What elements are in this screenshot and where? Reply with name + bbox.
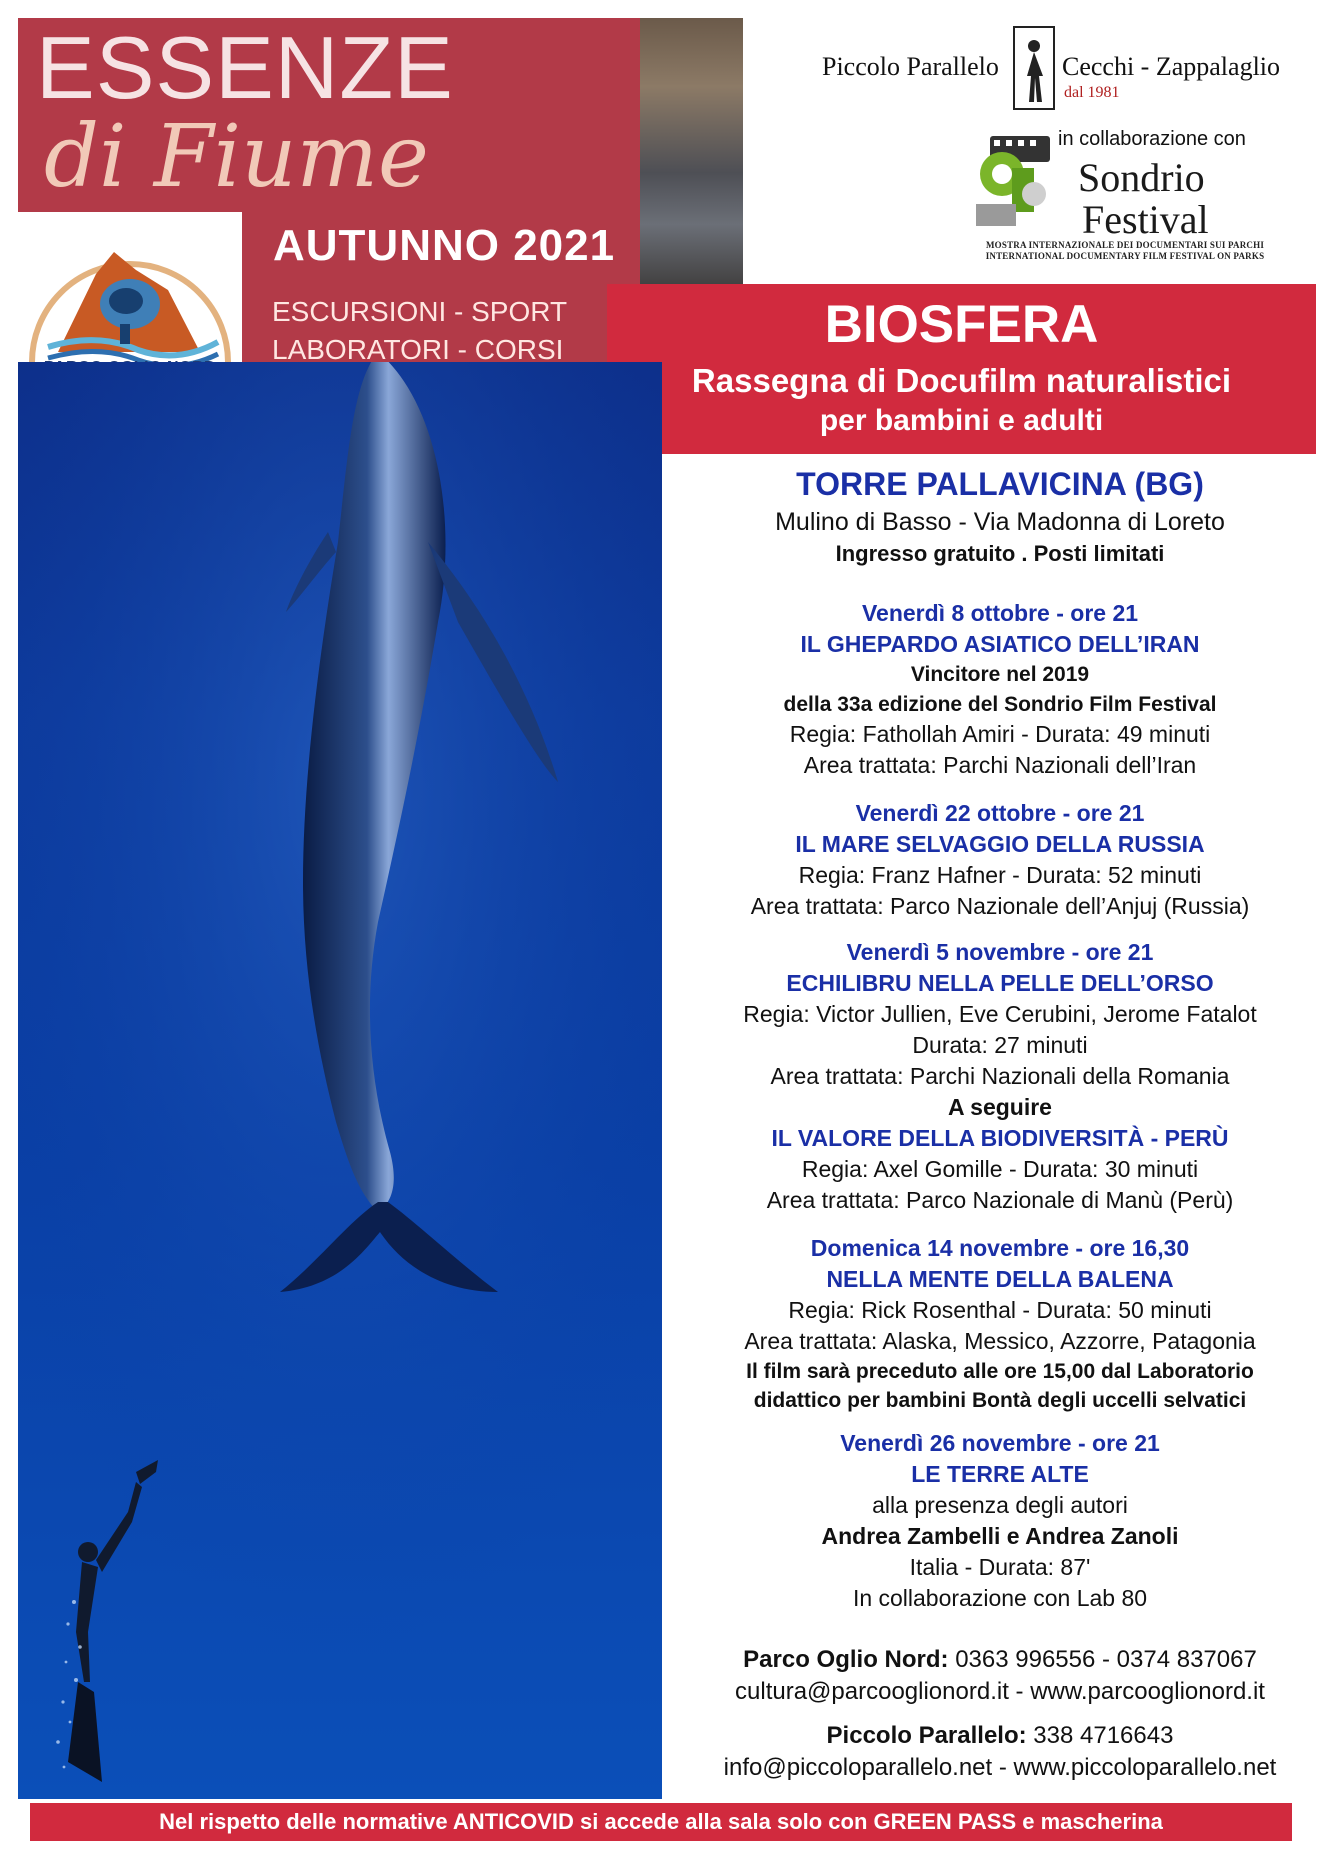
piccolo-parallelo-name: Piccolo Parallelo xyxy=(822,52,999,81)
contact-park-web[interactable]: cultura@parcooglionord.it - www.parcooglionord.it xyxy=(735,1678,1265,1705)
venue-name: TORRE PALLAVICINA (BG) xyxy=(796,466,1204,502)
sondrio-festival-logo xyxy=(972,134,1052,230)
event-5-collab: In collaborazione con Lab 80 xyxy=(852,1585,1148,1611)
event-4-area: Area trattata: Alaska, Messico, Azzorre, Patagonia xyxy=(744,1328,1256,1354)
event-1-area: Area trattata: Parchi Nazionali dell’Iran xyxy=(803,752,1197,778)
event-5-presence: alla presenza degli autori xyxy=(872,1492,1128,1518)
sondrio-festival-name-2: Festival xyxy=(1082,197,1209,242)
contact-pp-phone: 338 4716643 xyxy=(1026,1722,1174,1749)
event-2-date: Venerdì 22 ottobre - ore 21 xyxy=(855,800,1145,826)
contact-park-line xyxy=(664,1648,1336,1672)
event-3-credits: Regia: Victor Jullien, Eve Cerubini, Jerome Fatalot xyxy=(743,1001,1257,1027)
sondrio-festival-name-1: Sondrio xyxy=(1078,155,1205,200)
contact-park-label: Parco Oglio Nord: xyxy=(743,1646,949,1673)
cecchi-zappalaglio-name: Cecchi - Zappalaglio xyxy=(1062,52,1281,81)
event-1-award-2: della 33a edizione del Sondrio Film Festival xyxy=(783,693,1217,716)
headline-title: BIOSFERA xyxy=(824,295,1099,354)
venue-entry: Ingresso gratuito . Posti limitati xyxy=(835,541,1165,566)
event-3-date: Venerdì 5 novembre - ore 21 xyxy=(846,939,1154,965)
event-4-date: Domenica 14 novembre - ore 16,30 xyxy=(810,1235,1190,1261)
sondrio-festival-tagline-it: MOSTRA INTERNAZIONALE DEI DOCUMENTARI SUI PARCHI xyxy=(985,240,1265,250)
contact-pp-label: Piccolo Parallelo: xyxy=(826,1722,1027,1749)
venue-address: Mulino di Basso - Via Madonna di Loreto xyxy=(775,508,1225,536)
headline-subtitle-2: per bambini e adulti xyxy=(819,404,1104,437)
event-4-title: NELLA MENTE DELLA BALENA xyxy=(826,1266,1174,1292)
event-2-area: Area trattata: Parco Nazionale dell’Anjuj (Russia) xyxy=(750,893,1250,919)
piccolo-parallelo-since: dal 1981 xyxy=(1064,84,1120,101)
event-5-authors: Andrea Zambelli e Andrea Zanoli xyxy=(821,1523,1179,1549)
event-1-title: IL GHEPARDO ASIATICO DELL’IRAN xyxy=(800,631,1200,657)
headline-box xyxy=(607,284,1316,454)
contact-park-phones: 0363 996556 - 0374 837067 xyxy=(948,1646,1257,1673)
banner-activities-1: ESCURSIONI - SPORT xyxy=(272,296,568,327)
event-1-award-1: Vincitore nel 2019 xyxy=(910,663,1090,686)
event-3-title: ECHILIBRU NELLA PELLE DELL’ORSO xyxy=(786,970,1214,996)
banner-script-title: di Fiume xyxy=(44,107,429,207)
banner-activities-2: LABORATORI - CORSI xyxy=(272,334,564,362)
event-5-title: LE TERRE ALTE xyxy=(911,1461,1089,1487)
event-2-title: IL MARE SELVAGGIO DELLA RUSSIA xyxy=(795,831,1205,857)
event-2-credits: Regia: Franz Hafner - Durata: 52 minuti xyxy=(798,862,1202,888)
event-3-title-2: IL VALORE DELLA BIODIVERSITÀ - PERÙ xyxy=(771,1125,1229,1151)
event-5-info: Italia - Durata: 87' xyxy=(909,1554,1091,1580)
event-1-credits: Regia: Fathollah Amiri - Durata: 49 minuti xyxy=(789,721,1211,747)
contact-pp-web[interactable]: info@piccoloparallelo.net - www.piccoloparallelo.net xyxy=(723,1754,1277,1781)
event-3-area-2: Area trattata: Parco Nazionale di Manù (Perù) xyxy=(766,1187,1234,1213)
headline-subtitle-1: Rassegna di Docufilm naturalistici xyxy=(691,362,1232,399)
event-5-date: Venerdì 26 novembre - ore 21 xyxy=(840,1430,1160,1456)
sondrio-festival-tagline-en: INTERNATIONAL DOCUMENTARY FILM FESTIVAL ON PARKS xyxy=(985,251,1265,261)
event-4-credits: Regia: Rick Rosenthal - Durata: 50 minuti xyxy=(788,1297,1212,1323)
event-3-duration: Durata: 27 minuti xyxy=(912,1032,1088,1058)
covid-notice-bar: Nel rispetto delle normative ANTICOVID si accede alla sala solo con GREEN PASS e mascherina xyxy=(30,1803,1292,1841)
event-4-note-2: didattico per bambini Bontà degli uccelli selvatici xyxy=(753,1389,1247,1412)
event-3-area: Area trattata: Parchi Nazionali della Romania xyxy=(770,1063,1230,1089)
event-1-date: Venerdì 8 ottobre - ore 21 xyxy=(861,600,1139,626)
collaboration-label: in collaborazione con xyxy=(1058,128,1246,150)
event-4-note-1: Il film sarà preceduto alle ore 15,00 dal Laboratorio xyxy=(746,1360,1254,1383)
event-3-follow: A seguire xyxy=(948,1094,1052,1120)
banner-season: AUTUNNO 2021 xyxy=(273,221,616,270)
contact-pp-line xyxy=(664,1724,1336,1748)
piccolo-parallelo-logo xyxy=(1013,26,1055,110)
event-3-credits-2: Regia: Axel Gomille - Durata: 30 minuti xyxy=(801,1156,1199,1182)
banner-title: ESSENZE xyxy=(36,18,454,117)
whale-photo xyxy=(18,362,662,1799)
